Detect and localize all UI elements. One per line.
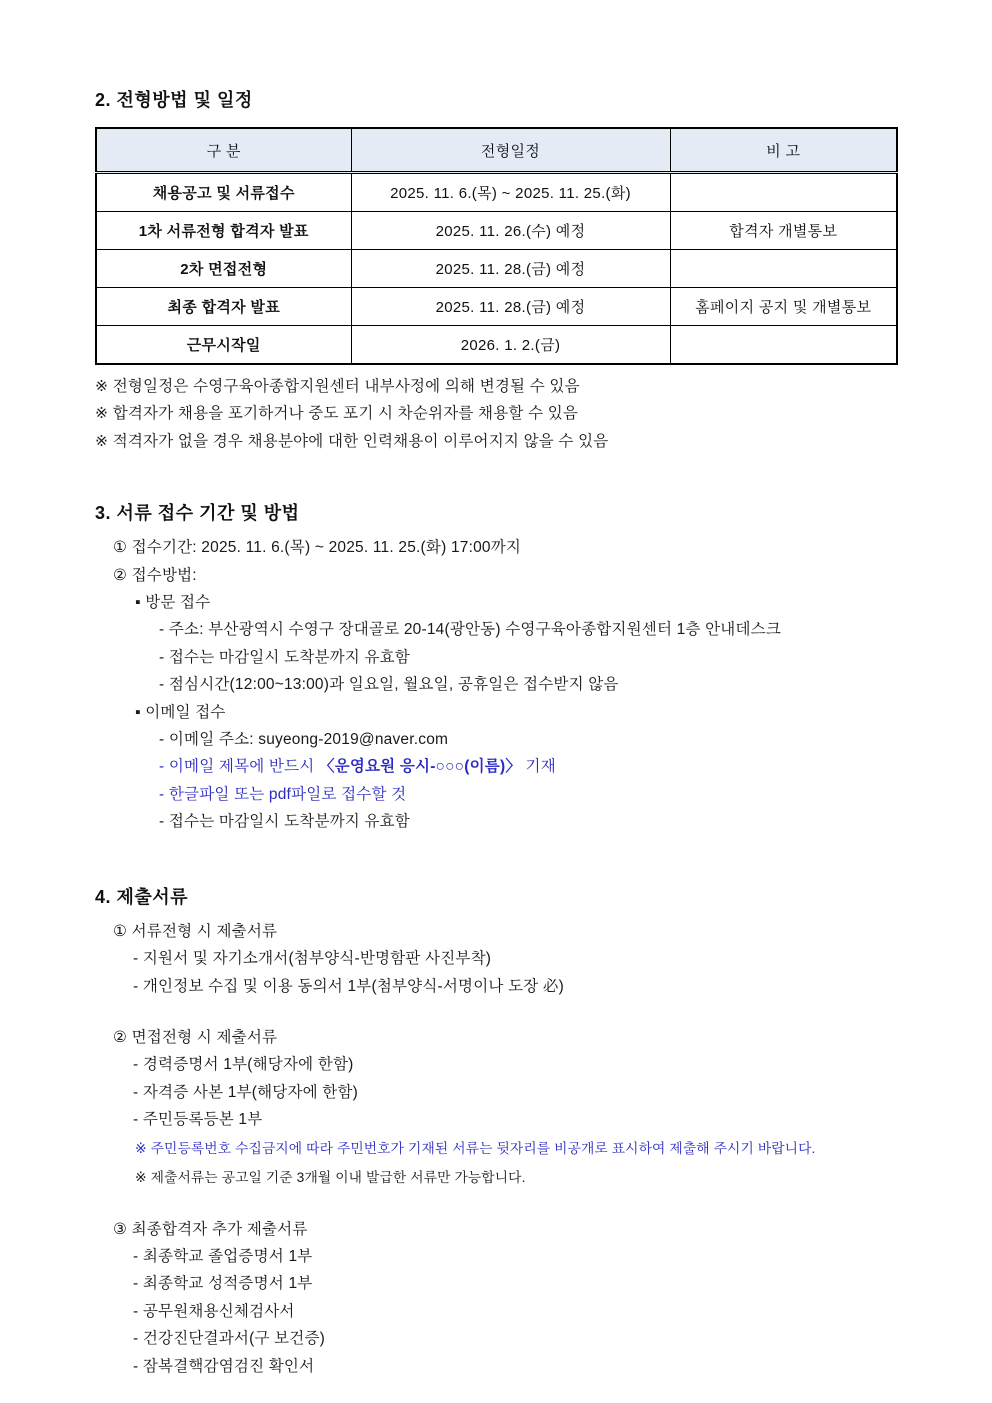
apply-period-line: ① 접수기간: 2025. 11. 6.(목) ~ 2025. 11. 25.(화) 17:00까지 <box>113 539 522 557</box>
interview-doc-item: - 자격증 사본 1부(해당자에 한함) <box>133 1083 359 1101</box>
row-schedule: 2026. 1. 2.(금) <box>351 326 670 365</box>
section-schedule-title: 2. 전형방법 및 일정 <box>95 90 253 110</box>
final-doc-item: - 최종학교 성적증명서 1부 <box>133 1275 313 1293</box>
table-row <box>96 173 897 212</box>
row-category: 채용공고 및 서류접수 <box>96 173 351 212</box>
section-documents <box>95 883 902 1380</box>
email-subject-required-format: 〈운영요원 응시-○○○(이름)〉 <box>318 758 522 776</box>
email-subject-suffix: 기재 <box>521 758 556 776</box>
row-remark <box>670 173 897 212</box>
final-docs-title: ③ 최종합격자 추가 제출서류 <box>113 1220 308 1238</box>
section-schedule <box>95 86 902 455</box>
row-schedule: 2025. 11. 6.(목) ~ 2025. 11. 25.(화) <box>351 173 670 212</box>
final-doc-item: - 건강진단결과서(구 보건증) <box>133 1330 326 1348</box>
section-documents-title: 4. 제출서류 <box>95 886 189 907</box>
row-category: 근무시작일 <box>96 326 351 365</box>
email-subject-prefix: - 이메일 제목에 반드시 <box>159 758 319 776</box>
schedule-note: ※ 전형일정은 수영구육아종합지원센터 내부사정에 의해 변경될 수 있음 <box>95 378 580 395</box>
row-remark: 합격자 개별통보 <box>670 212 897 250</box>
final-doc-item: - 잠복결핵감염검진 확인서 <box>133 1357 315 1375</box>
email-subject-line <box>95 753 902 780</box>
final-doc-item: - 최종학교 졸업증명서 1부 <box>133 1247 313 1265</box>
row-remark <box>670 326 897 365</box>
email-filetype-line: - 한글파일 또는 pdf파일로 접수할 것 <box>159 785 407 803</box>
schedule-table <box>95 127 898 365</box>
row-schedule: 2025. 11. 28.(금) 예정 <box>351 288 670 326</box>
row-remark <box>670 250 897 288</box>
row-category: 최종 합격자 발표 <box>96 288 351 326</box>
row-category: 1차 서류전형 합격자 발표 <box>96 212 351 250</box>
row-remark: 홈페이지 공지 및 개별통보 <box>670 288 897 326</box>
schedule-note: ※ 합격자가 채용을 포기하거나 중도 포기 시 차순위자를 채용할 수 있음 <box>95 405 579 423</box>
interview-doc-item: - 주민등록등본 1부 <box>133 1111 263 1129</box>
email-address-line: - 이메일 주소: suyeong-2019@naver.com <box>159 731 449 749</box>
table-row <box>96 212 897 250</box>
table-row <box>96 326 897 365</box>
row-category: 2차 면접전형 <box>96 250 351 288</box>
screening-doc-item: - 지원서 및 자기소개서(첨부양식-반명함판 사진부착) <box>133 950 492 968</box>
issue-date-note: ※ 제출서류는 공고일 기준 3개월 이내 발급한 서류만 가능합니다. <box>135 1169 526 1185</box>
schedule-note: ※ 적격자가 없을 경우 채용분야에 대한 인력채용이 이루어지지 않을 수 있음 <box>95 432 609 450</box>
schedule-header-category: 구 분 <box>96 128 351 173</box>
section-apply <box>95 499 902 835</box>
interview-doc-item: - 경력증명서 1부(해당자에 한함) <box>133 1056 354 1074</box>
table-row <box>96 250 897 288</box>
section-apply-title: 3. 서류 접수 기간 및 방법 <box>95 503 300 524</box>
visit-address-line: - 주소: 부산광역시 수영구 장대골로 20-14(광안동) 수영구육아종합지원센터 1층 안내데스크 <box>159 621 781 639</box>
schedule-header-remarks: 비 고 <box>670 128 897 173</box>
apply-method-line: ② 접수방법: <box>113 566 197 584</box>
visit-deadline-line: - 접수는 마감일시 도착분까지 유효함 <box>159 648 410 666</box>
schedule-header-dates: 전형일정 <box>351 128 670 173</box>
final-doc-item: - 공무원채용신체검사서 <box>133 1302 295 1320</box>
table-row <box>96 288 897 326</box>
schedule-table-header-row <box>96 128 897 173</box>
privacy-masking-note: ※ 주민등록번호 수집금지에 따라 주민번호가 기재된 서류는 뒷자리를 비공개로 표시하여 제출해 주시기 바랍니다. <box>135 1140 816 1156</box>
interview-docs-title: ② 면접전형 시 제출서류 <box>113 1028 278 1046</box>
visit-hours-line: - 점심시간(12:00~13:00)과 일요일, 월요일, 공휴일은 접수받지 않음 <box>159 676 619 694</box>
schedule-notes <box>95 373 902 455</box>
email-deadline-line: - 접수는 마감일시 도착분까지 유효함 <box>159 813 410 831</box>
row-schedule: 2025. 11. 28.(금) 예정 <box>351 250 670 288</box>
screening-doc-item: - 개인정보 수집 및 이용 동의서 1부(첨부양식-서명이나 도장 必) <box>133 977 564 995</box>
visit-receipt-title: ▪ 방문 접수 <box>135 594 211 612</box>
email-receipt-title: ▪ 이메일 접수 <box>135 703 226 721</box>
screening-docs-title: ① 서류전형 시 제출서류 <box>113 922 278 940</box>
row-schedule: 2025. 11. 26.(수) 예정 <box>351 212 670 250</box>
